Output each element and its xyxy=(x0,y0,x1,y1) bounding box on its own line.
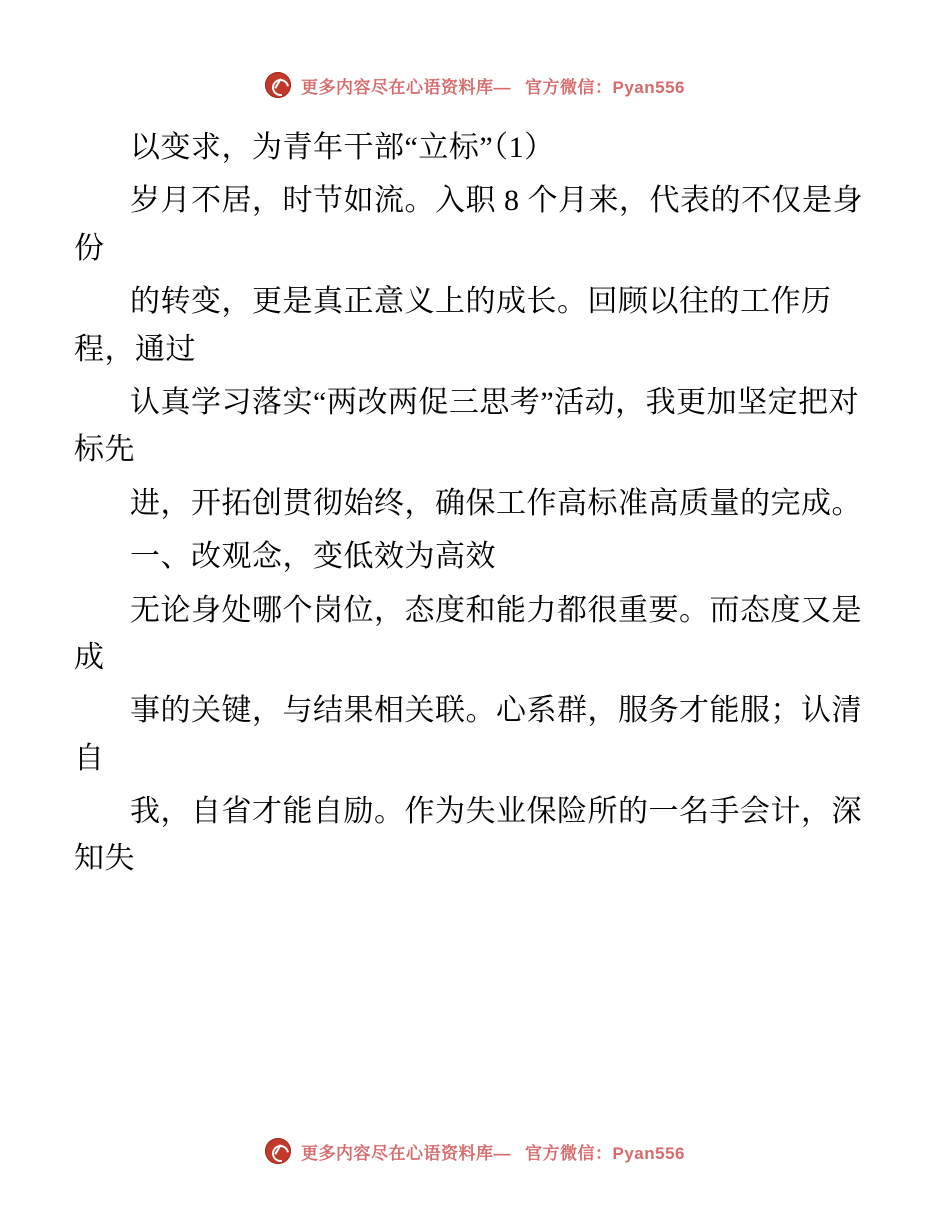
paragraph-3 xyxy=(74,278,872,373)
paragraph-5 xyxy=(74,480,872,527)
paragraph-text: 认真学习落实“两改两促三思考”活动，我更加坚定把对标先 xyxy=(74,385,860,467)
watermark-separator: — xyxy=(493,77,511,97)
watermark-main-text: 更多内容尽在心语资料库 xyxy=(301,77,494,97)
paragraph-7 xyxy=(74,587,872,682)
watermark-separator: — xyxy=(493,1143,511,1163)
paragraph-text: 岁月不居，时节如流。入职 8 个月来，代表的不仅是身份 xyxy=(74,184,863,265)
paragraph-text: 无论身处哪个岗位，态度和能力都很重要。而态度又是成 xyxy=(74,593,862,674)
watermark-bottom-text xyxy=(301,1139,685,1164)
paragraph-8 xyxy=(74,687,872,782)
paragraph-4 xyxy=(74,379,872,474)
paragraph-text: 我，自省才能自励。作为失业保险所的一名手会计，深知失 xyxy=(74,795,862,876)
paragraph-1 xyxy=(74,124,872,171)
paragraph-text: 一、改观念，变低效为高效 xyxy=(130,540,496,574)
paragraph-6 xyxy=(74,533,872,580)
paragraph-2 xyxy=(74,177,872,272)
watermark-top-text xyxy=(301,73,685,98)
paragraph-text: 进，开拓创贯彻始终，确保工作高标准高质量的完成。 xyxy=(130,486,862,520)
watermark-main-text: 更多内容尽在心语资料库 xyxy=(301,1143,494,1163)
paragraph-9 xyxy=(74,788,872,883)
watermark-sub-text: 官方微信：Pyan556 xyxy=(525,1143,685,1163)
document-body xyxy=(0,124,950,889)
paragraph-text: 事的关键，与结果相关联。心系群，服务才能服；认清自 xyxy=(74,694,862,775)
watermark-bottom xyxy=(0,1138,950,1164)
paragraph-text: 以变求，为青年干部“立标”（1） xyxy=(130,131,555,164)
circle-logo-icon xyxy=(265,1138,291,1164)
watermark-top xyxy=(0,72,950,98)
watermark-sub-text: 官方微信：Pyan556 xyxy=(525,77,685,97)
circle-logo-icon xyxy=(265,72,291,98)
paragraph-text: 的转变，更是真正意义上的成长。回顾以往的工作历程，通过 xyxy=(74,285,832,366)
